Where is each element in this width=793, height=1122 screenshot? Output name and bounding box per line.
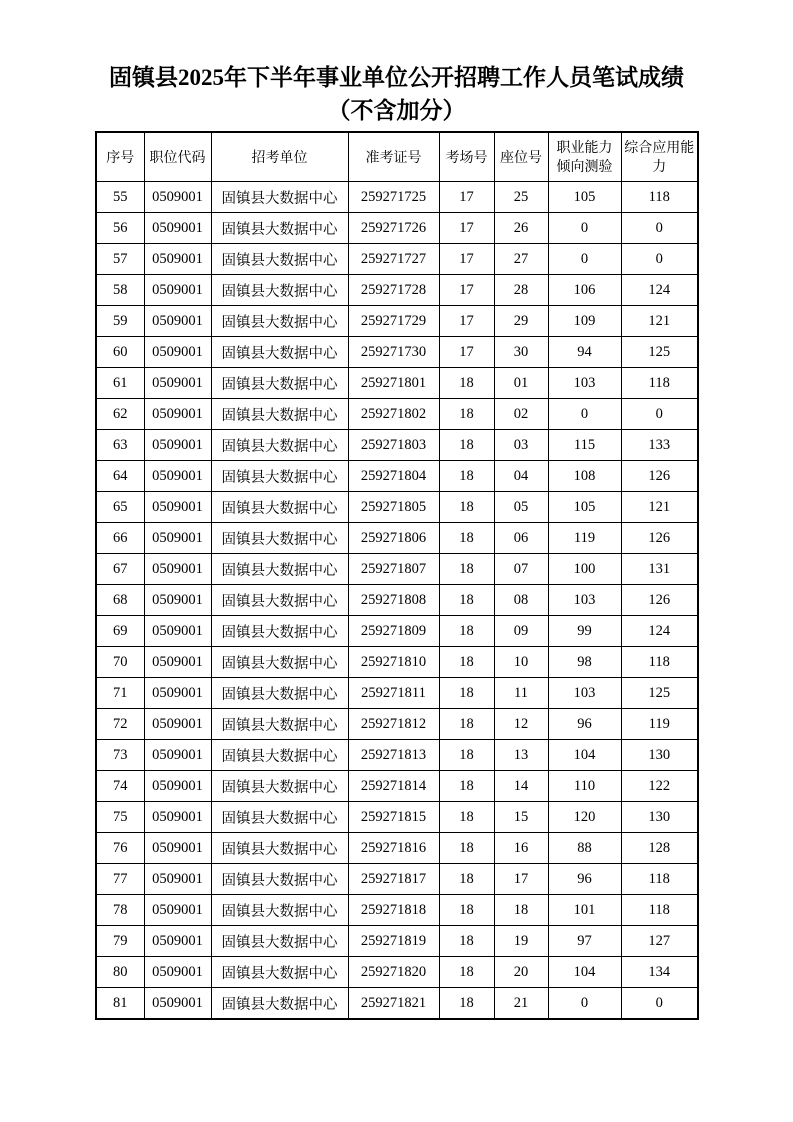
table-cell: 125 (621, 337, 698, 368)
table-cell: 固镇县大数据中心 (211, 771, 348, 802)
table-cell: 0509001 (144, 492, 211, 523)
table-cell: 26 (494, 213, 548, 244)
table-cell: 57 (96, 244, 144, 275)
table-row (96, 337, 698, 368)
table-cell: 104 (548, 957, 621, 988)
table-cell: 固镇县大数据中心 (211, 864, 348, 895)
table-cell: 0509001 (144, 616, 211, 647)
table-cell: 固镇县大数据中心 (211, 182, 348, 213)
table-cell: 18 (439, 523, 494, 554)
table-cell: 18 (439, 926, 494, 957)
table-cell: 18 (439, 864, 494, 895)
table-cell: 128 (621, 833, 698, 864)
table-cell: 固镇县大数据中心 (211, 337, 348, 368)
table-cell: 96 (548, 864, 621, 895)
table-cell: 63 (96, 430, 144, 461)
table-cell: 259271813 (348, 740, 439, 771)
table-cell: 18 (439, 585, 494, 616)
header-serial-number: 序号 (96, 132, 144, 182)
table-cell: 18 (439, 988, 494, 1020)
table-cell: 127 (621, 926, 698, 957)
table-cell: 56 (96, 213, 144, 244)
table-cell: 0 (621, 213, 698, 244)
table-cell: 104 (548, 740, 621, 771)
table-cell: 0509001 (144, 275, 211, 306)
table-cell: 17 (439, 213, 494, 244)
table-cell: 259271816 (348, 833, 439, 864)
table-cell: 0509001 (144, 585, 211, 616)
table-cell: 固镇县大数据中心 (211, 244, 348, 275)
table-cell: 259271805 (348, 492, 439, 523)
table-cell: 01 (494, 368, 548, 399)
table-cell: 0509001 (144, 771, 211, 802)
table-cell: 97 (548, 926, 621, 957)
table-cell: 55 (96, 182, 144, 213)
header-seat-number: 座位号 (494, 132, 548, 182)
page-title-line2: （不含加分） (327, 97, 466, 123)
table-cell: 12 (494, 709, 548, 740)
table-cell: 125 (621, 678, 698, 709)
table-cell: 13 (494, 740, 548, 771)
table-cell: 固镇县大数据中心 (211, 585, 348, 616)
table-cell: 259271725 (348, 182, 439, 213)
table-cell: 60 (96, 337, 144, 368)
table-cell: 122 (621, 771, 698, 802)
table-row (96, 678, 698, 709)
table-cell: 0509001 (144, 368, 211, 399)
table-cell: 固镇县大数据中心 (211, 430, 348, 461)
table-cell: 126 (621, 461, 698, 492)
table-row (96, 306, 698, 337)
table-cell: 259271729 (348, 306, 439, 337)
table-row (96, 523, 698, 554)
table-row (96, 957, 698, 988)
table-cell: 124 (621, 616, 698, 647)
table-cell: 09 (494, 616, 548, 647)
table-cell: 133 (621, 430, 698, 461)
table-cell: 124 (621, 275, 698, 306)
table-cell: 02 (494, 399, 548, 430)
table-cell: 259271821 (348, 988, 439, 1020)
table-body (96, 182, 698, 1020)
table-cell: 61 (96, 368, 144, 399)
table-cell: 108 (548, 461, 621, 492)
table-cell: 18 (439, 740, 494, 771)
table-cell: 20 (494, 957, 548, 988)
table-cell: 259271820 (348, 957, 439, 988)
table-cell: 105 (548, 182, 621, 213)
table-cell: 259271818 (348, 895, 439, 926)
table-cell: 259271814 (348, 771, 439, 802)
table-cell: 18 (494, 895, 548, 926)
table-cell: 18 (439, 647, 494, 678)
table-cell: 18 (439, 678, 494, 709)
table-cell: 17 (494, 864, 548, 895)
table-row (96, 864, 698, 895)
table-cell: 08 (494, 585, 548, 616)
table-cell: 17 (439, 244, 494, 275)
table-cell: 21 (494, 988, 548, 1020)
table-cell: 固镇县大数据中心 (211, 895, 348, 926)
table-cell: 80 (96, 957, 144, 988)
table-cell: 0 (548, 399, 621, 430)
table-row (96, 647, 698, 678)
table-cell: 0509001 (144, 864, 211, 895)
table-cell: 259271815 (348, 802, 439, 833)
table-cell: 06 (494, 523, 548, 554)
table-cell: 0509001 (144, 430, 211, 461)
table-cell: 130 (621, 802, 698, 833)
header-aptitude-test-score: 职业能力倾向测验 (548, 132, 621, 182)
table-cell: 59 (96, 306, 144, 337)
table-cell: 118 (621, 182, 698, 213)
table-cell: 259271812 (348, 709, 439, 740)
table-cell: 固镇县大数据中心 (211, 554, 348, 585)
table-cell: 259271803 (348, 430, 439, 461)
table-cell: 88 (548, 833, 621, 864)
table-cell: 固镇县大数据中心 (211, 616, 348, 647)
table-row (96, 399, 698, 430)
table-cell: 119 (548, 523, 621, 554)
table-cell: 28 (494, 275, 548, 306)
table-cell: 58 (96, 275, 144, 306)
table-cell: 259271809 (348, 616, 439, 647)
table-cell: 0 (621, 988, 698, 1020)
table-cell: 96 (548, 709, 621, 740)
table-cell: 固镇县大数据中心 (211, 492, 348, 523)
table-row (96, 461, 698, 492)
table-cell: 17 (439, 337, 494, 368)
table-cell: 0509001 (144, 523, 211, 554)
table-row (96, 771, 698, 802)
table-cell: 100 (548, 554, 621, 585)
table-cell: 固镇县大数据中心 (211, 678, 348, 709)
table-cell: 118 (621, 647, 698, 678)
table-cell: 118 (621, 368, 698, 399)
table-cell: 0509001 (144, 306, 211, 337)
table-cell: 72 (96, 709, 144, 740)
table-cell: 131 (621, 554, 698, 585)
table-cell: 固镇县大数据中心 (211, 957, 348, 988)
table-cell: 65 (96, 492, 144, 523)
table-cell: 94 (548, 337, 621, 368)
header-admission-ticket-number: 准考证号 (348, 132, 439, 182)
table-cell: 0509001 (144, 957, 211, 988)
table-row (96, 988, 698, 1020)
table-cell: 259271726 (348, 213, 439, 244)
table-cell: 18 (439, 492, 494, 523)
table-cell: 0509001 (144, 337, 211, 368)
table-cell: 126 (621, 523, 698, 554)
table-cell: 16 (494, 833, 548, 864)
table-row (96, 275, 698, 306)
table-cell: 18 (439, 957, 494, 988)
table-cell: 11 (494, 678, 548, 709)
table-cell: 10 (494, 647, 548, 678)
table-cell: 04 (494, 461, 548, 492)
table-cell: 14 (494, 771, 548, 802)
table-cell: 118 (621, 864, 698, 895)
table-cell: 0509001 (144, 647, 211, 678)
table-cell: 110 (548, 771, 621, 802)
table-cell: 79 (96, 926, 144, 957)
table-cell: 259271819 (348, 926, 439, 957)
table-cell: 0 (548, 213, 621, 244)
table-cell: 固镇县大数据中心 (211, 709, 348, 740)
table-cell: 259271817 (348, 864, 439, 895)
table-cell: 0509001 (144, 802, 211, 833)
table-cell: 0509001 (144, 182, 211, 213)
table-cell: 固镇县大数据中心 (211, 740, 348, 771)
table-row (96, 244, 698, 275)
table-cell: 0 (548, 244, 621, 275)
table-cell: 29 (494, 306, 548, 337)
table-cell: 0509001 (144, 678, 211, 709)
table-cell: 78 (96, 895, 144, 926)
table-cell: 固镇县大数据中心 (211, 461, 348, 492)
page-title-line1: 固镇县2025年下半年事业单位公开招聘工作人员笔试成绩 (109, 65, 684, 90)
table-row (96, 926, 698, 957)
table-row (96, 616, 698, 647)
table-cell: 259271728 (348, 275, 439, 306)
table-cell: 67 (96, 554, 144, 585)
table-cell: 75 (96, 802, 144, 833)
table-cell: 259271807 (348, 554, 439, 585)
table-cell: 18 (439, 399, 494, 430)
table-cell: 73 (96, 740, 144, 771)
table-row (96, 213, 698, 244)
table-cell: 18 (439, 616, 494, 647)
table-cell: 0 (621, 399, 698, 430)
table-cell: 18 (439, 430, 494, 461)
table-cell: 固镇县大数据中心 (211, 833, 348, 864)
table-cell: 18 (439, 833, 494, 864)
table-cell: 固镇县大数据中心 (211, 926, 348, 957)
table-cell: 固镇县大数据中心 (211, 399, 348, 430)
table-cell: 259271730 (348, 337, 439, 368)
table-cell: 0509001 (144, 399, 211, 430)
table-cell: 05 (494, 492, 548, 523)
table-cell: 0509001 (144, 833, 211, 864)
table-row (96, 554, 698, 585)
table-row (96, 492, 698, 523)
header-position-code: 职位代码 (144, 132, 211, 182)
table-cell: 0509001 (144, 554, 211, 585)
table-row (96, 833, 698, 864)
table-cell: 121 (621, 306, 698, 337)
table-cell: 18 (439, 709, 494, 740)
table-cell: 259271802 (348, 399, 439, 430)
table-cell: 259271811 (348, 678, 439, 709)
table-cell: 115 (548, 430, 621, 461)
table-cell: 18 (439, 461, 494, 492)
table-cell: 259271806 (348, 523, 439, 554)
table-cell: 18 (439, 771, 494, 802)
table-cell: 259271810 (348, 647, 439, 678)
table-cell: 118 (621, 895, 698, 926)
table-cell: 19 (494, 926, 548, 957)
table-cell: 259271808 (348, 585, 439, 616)
table-cell: 259271727 (348, 244, 439, 275)
table-cell: 0 (548, 988, 621, 1020)
table-row (96, 585, 698, 616)
table-cell: 119 (621, 709, 698, 740)
table-cell: 17 (439, 275, 494, 306)
table-cell: 固镇县大数据中心 (211, 988, 348, 1020)
table-cell: 0509001 (144, 213, 211, 244)
page-title (0, 0, 793, 127)
table-cell: 03 (494, 430, 548, 461)
table-cell: 121 (621, 492, 698, 523)
table-cell: 98 (548, 647, 621, 678)
table-cell: 0509001 (144, 895, 211, 926)
table-cell: 70 (96, 647, 144, 678)
table-cell: 27 (494, 244, 548, 275)
table-cell: 0 (621, 244, 698, 275)
table-cell: 99 (548, 616, 621, 647)
table-cell: 81 (96, 988, 144, 1020)
header-recruiting-unit: 招考单位 (211, 132, 348, 182)
table-cell: 259271804 (348, 461, 439, 492)
table-cell: 固镇县大数据中心 (211, 213, 348, 244)
table-cell: 120 (548, 802, 621, 833)
table-cell: 74 (96, 771, 144, 802)
table-cell: 77 (96, 864, 144, 895)
table-cell: 134 (621, 957, 698, 988)
table-cell: 0509001 (144, 461, 211, 492)
table-row (96, 895, 698, 926)
table-cell: 64 (96, 461, 144, 492)
table-cell: 259271801 (348, 368, 439, 399)
table-cell: 18 (439, 554, 494, 585)
table-cell: 130 (621, 740, 698, 771)
table-row (96, 430, 698, 461)
table-cell: 101 (548, 895, 621, 926)
table-cell: 103 (548, 585, 621, 616)
table-cell: 109 (548, 306, 621, 337)
table-row (96, 368, 698, 399)
table-cell: 固镇县大数据中心 (211, 306, 348, 337)
table-cell: 30 (494, 337, 548, 368)
table-row (96, 740, 698, 771)
table-cell: 68 (96, 585, 144, 616)
table-cell: 15 (494, 802, 548, 833)
table-cell: 18 (439, 368, 494, 399)
table-cell: 17 (439, 182, 494, 213)
table-header-row (96, 132, 698, 182)
table-cell: 103 (548, 678, 621, 709)
table-cell: 07 (494, 554, 548, 585)
table-row (96, 709, 698, 740)
table-cell: 71 (96, 678, 144, 709)
table-cell: 66 (96, 523, 144, 554)
table-cell: 106 (548, 275, 621, 306)
table-cell: 103 (548, 368, 621, 399)
table-row (96, 802, 698, 833)
table-cell: 0509001 (144, 244, 211, 275)
table-cell: 固镇县大数据中心 (211, 647, 348, 678)
table-cell: 18 (439, 802, 494, 833)
table-cell: 69 (96, 616, 144, 647)
table-cell: 0509001 (144, 740, 211, 771)
table-cell: 固镇县大数据中心 (211, 275, 348, 306)
header-exam-room-number: 考场号 (439, 132, 494, 182)
exam-score-table (95, 131, 699, 1020)
table-row (96, 182, 698, 213)
table-cell: 固镇县大数据中心 (211, 523, 348, 554)
table-cell: 18 (439, 895, 494, 926)
table-cell: 126 (621, 585, 698, 616)
table-cell: 固镇县大数据中心 (211, 368, 348, 399)
table-cell: 105 (548, 492, 621, 523)
table-cell: 25 (494, 182, 548, 213)
table-cell: 0509001 (144, 988, 211, 1020)
header-comprehensive-ability-score: 综合应用能力 (621, 132, 698, 182)
table-cell: 76 (96, 833, 144, 864)
table-cell: 62 (96, 399, 144, 430)
table-cell: 固镇县大数据中心 (211, 802, 348, 833)
table-cell: 0509001 (144, 926, 211, 957)
table-cell: 17 (439, 306, 494, 337)
table-cell: 0509001 (144, 709, 211, 740)
